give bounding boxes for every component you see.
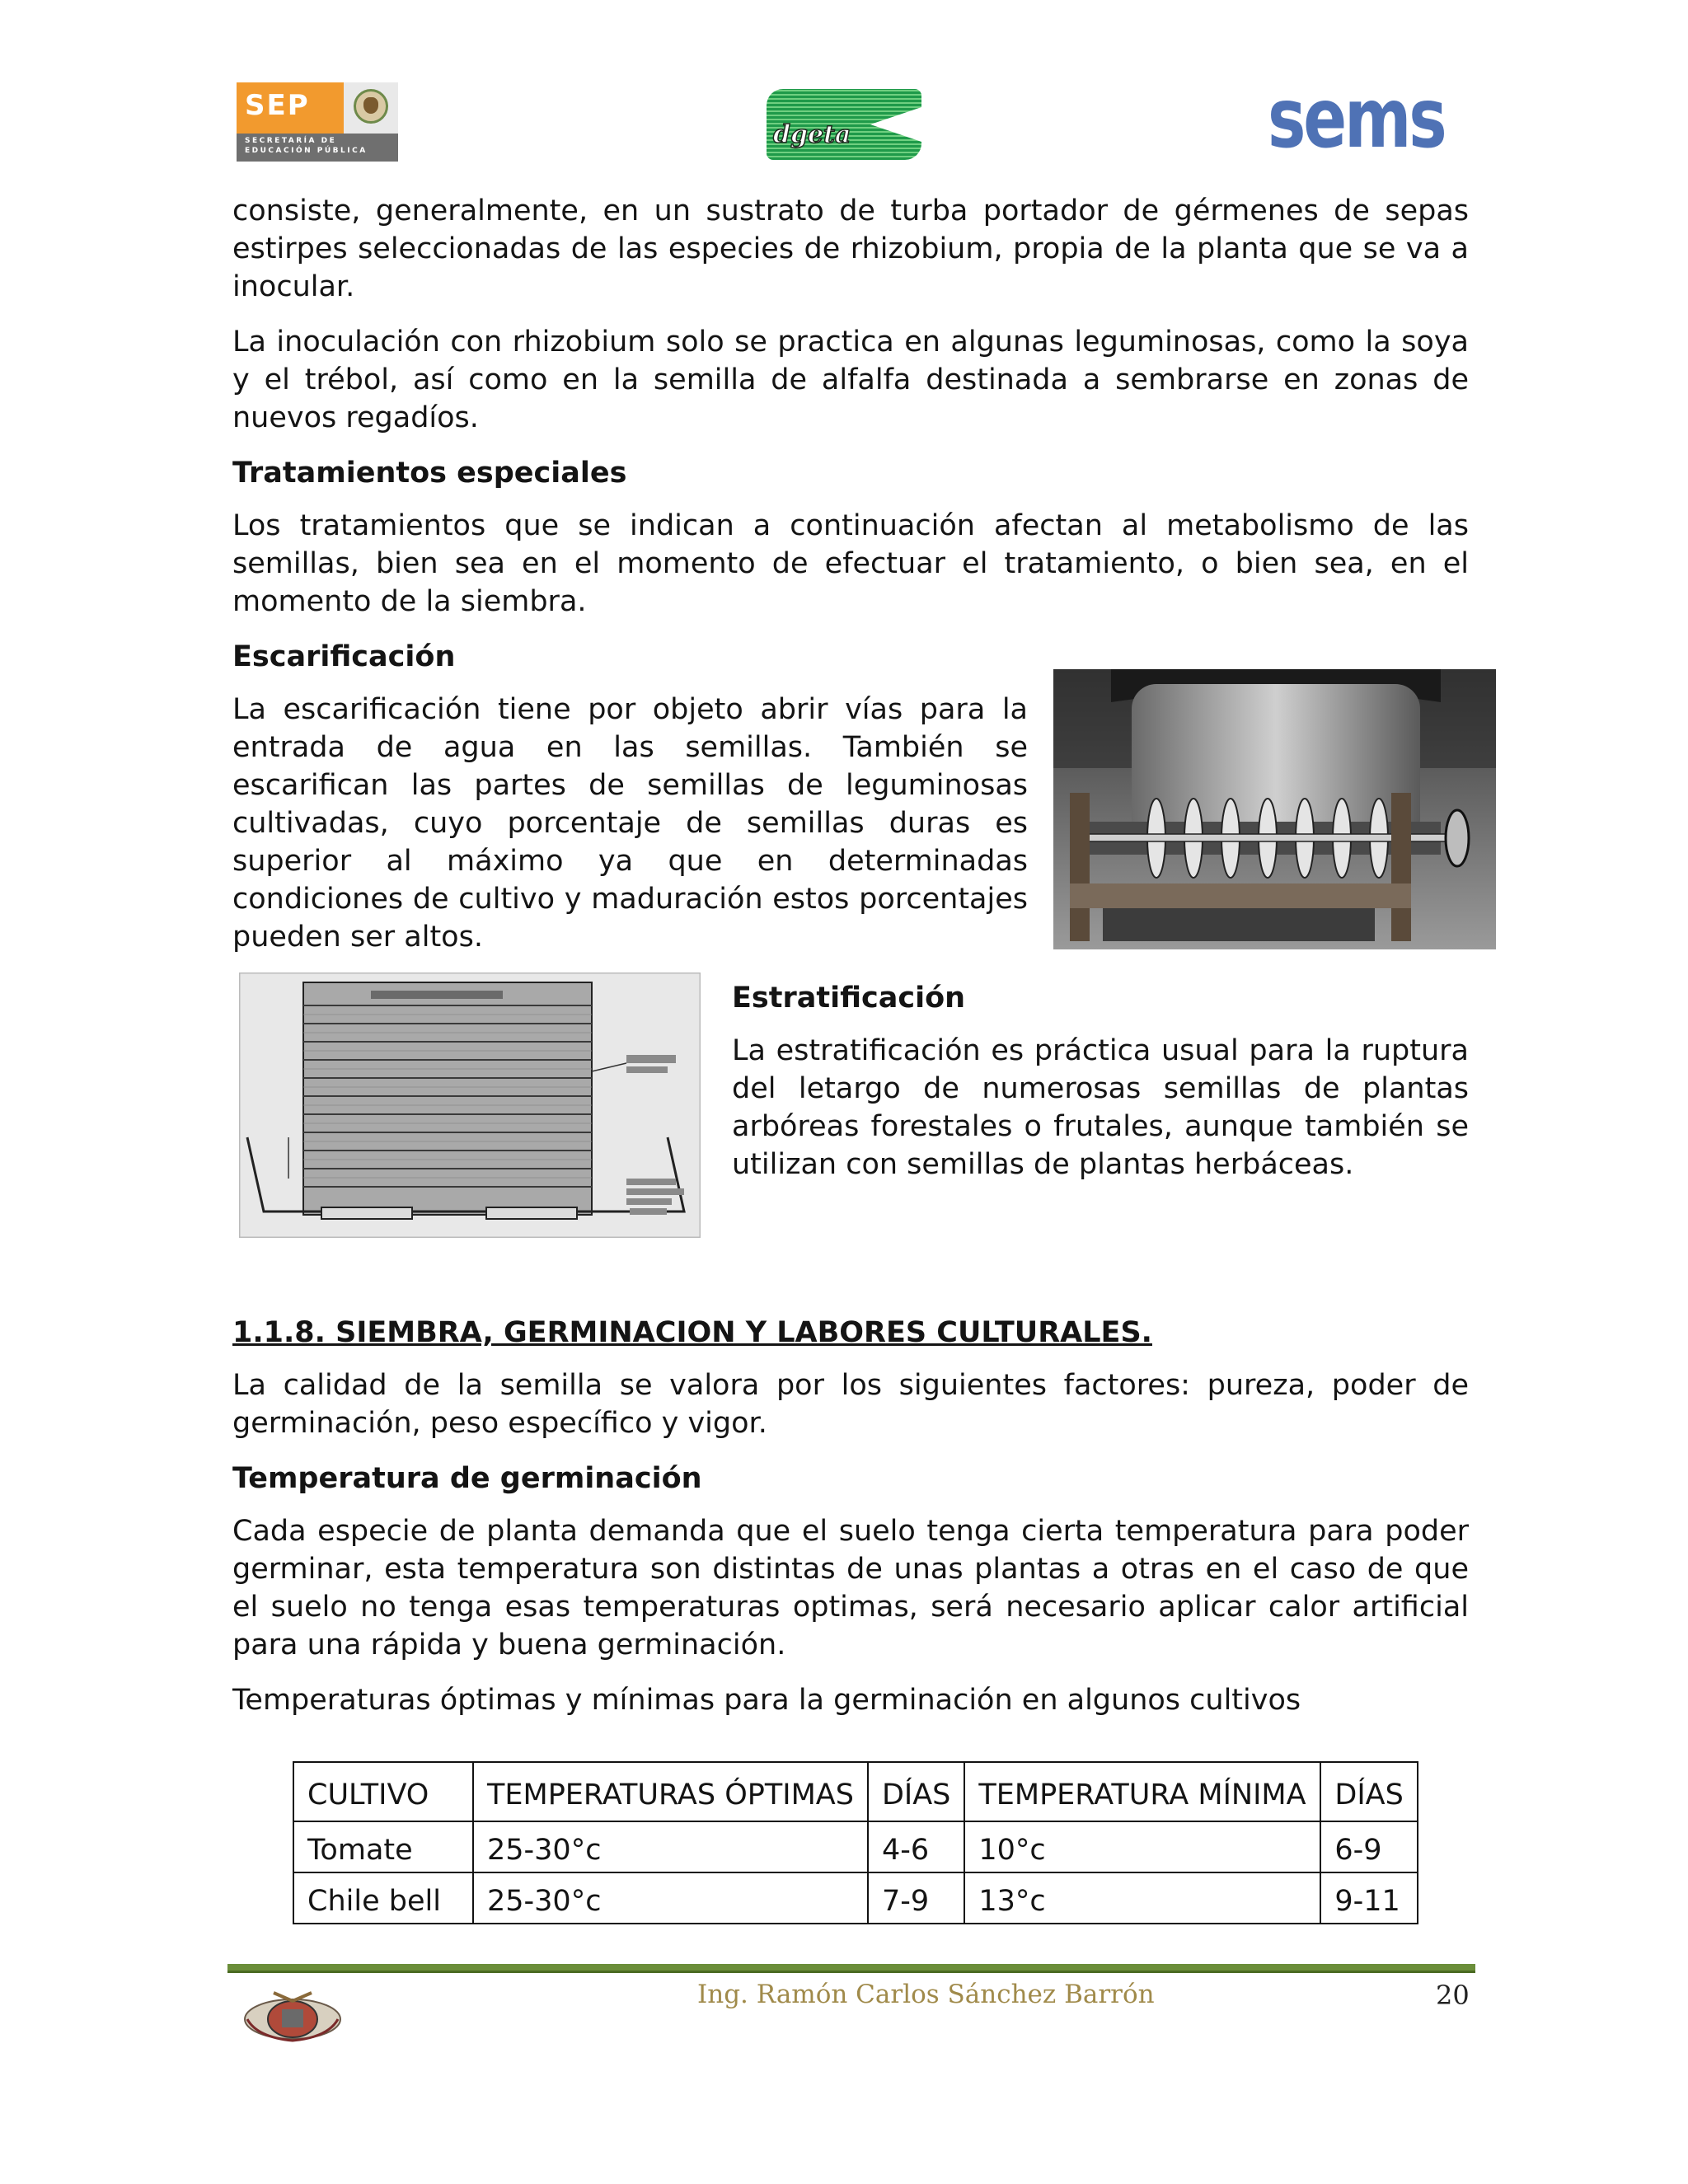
germination-temperature-table xyxy=(293,1761,1418,1924)
table-cell: 9-11 xyxy=(1320,1872,1417,1924)
table-header-cell: CULTIVO xyxy=(293,1762,473,1821)
table-header-cell: DÍAS xyxy=(868,1762,964,1821)
table-cell: 25-30°c xyxy=(473,1872,868,1924)
table-cell: Chile bell xyxy=(293,1872,473,1924)
paragraph-inoculacion: La inoculación con rhizobium solo se practica en algunas leguminosas, como la soya y el trébol, así como en la semilla de alfalfa destinada a sembrarse en zonas de nuevos regadíos. xyxy=(232,326,1469,434)
table-cell: 4-6 xyxy=(868,1821,964,1872)
table-cell: 10°c xyxy=(964,1821,1320,1872)
table-header-cell: TEMPERATURAS ÓPTIMAS xyxy=(473,1762,868,1821)
table-header-row xyxy=(293,1762,1418,1821)
table-caption: Temperaturas óptimas y mínimas para la germinación en algunos cultivos xyxy=(232,1684,1301,1717)
table-row xyxy=(293,1821,1418,1872)
paragraph-tratamientos: Los tratamientos que se indican a continuación afectan al metabolismo de las semillas, bien sea en el momento de efectuar el tratamiento, o bien sea, en el momento de la siembra. xyxy=(232,509,1469,618)
dgeta-logo-text: dgeta xyxy=(773,120,851,149)
table-cell: 7-9 xyxy=(868,1872,964,1924)
paragraph-estratificacion: La estratificación es práctica usual para la ruptura del letargo de numerosas semillas de plantas arbóreas forestales o frutales, aunque también se utilizan con semillas de plantas herbáceas. xyxy=(732,1034,1469,1181)
sep-logo-line1: SECRETARÍA DE xyxy=(245,137,337,145)
dgeta-logo xyxy=(767,89,921,160)
paragraph-inoculante: consiste, generalmente, en un sustrato de turba portador de gérmenes de sepas estirpes seleccionadas de las especies de rhizobium, propia de la planta que se va a inocular. xyxy=(232,194,1469,303)
heading-tratamientos: Tratamientos especiales xyxy=(232,457,627,490)
scarifier-machine-photo xyxy=(1053,669,1496,949)
heading-temperatura: Temperatura de germinación xyxy=(232,1462,702,1495)
table-cell: 6-9 xyxy=(1320,1821,1417,1872)
paragraph-temperatura: Cada especie de planta demanda que el suelo tenga cierta temperatura para poder germinar, esta temperatura son distintas de unas plantas a otras en el caso de que el suelo no tenga esas temperaturas optimas, será necesario aplicar calor artificial para una rápida y buena germinación. xyxy=(232,1515,1469,1661)
table-cell: 13°c xyxy=(964,1872,1320,1924)
paragraph-escarificacion: La escarificación tiene por objeto abrir vías para la entrada de agua en las semillas. También se escarifican las partes de semillas de leguminosas cultivadas, cuyo porcentaje de semillas duras es superior al máximo ya que en determinadas condiciones de cultivo y maduración estos porcentajes pueden ser altos. xyxy=(232,693,1028,954)
footer-author: Ing. Ramón Carlos Sánchez Barrón xyxy=(697,1980,1155,2009)
table-row xyxy=(293,1872,1418,1924)
mexico-seal-icon xyxy=(344,82,398,134)
heading-estratificacion: Estratificación xyxy=(732,982,966,1015)
page-number: 20 xyxy=(1436,1980,1470,2011)
sep-logo-abbr: SEP xyxy=(245,89,310,122)
table-cell: Tomate xyxy=(293,1821,473,1872)
table-header-cell: DÍAS xyxy=(1320,1762,1417,1821)
table-header-cell: TEMPERATURA MÍNIMA xyxy=(964,1762,1320,1821)
sep-logo xyxy=(237,82,398,162)
school-emblem-icon xyxy=(241,1986,345,2046)
footer-rule xyxy=(227,1964,1475,1973)
heading-escarificacion: Escarificación xyxy=(232,640,456,673)
section-title-siembra: 1.1.8. SIEMBRA, GERMINACION Y LABORES CULTURALES. xyxy=(232,1316,1152,1349)
table-cell: 25-30°c xyxy=(473,1821,868,1872)
sems-logo: sems xyxy=(1268,70,1445,166)
sep-logo-line2: EDUCACIÓN PÚBLICA xyxy=(245,147,368,155)
paragraph-calidad-semilla: La calidad de la semilla se valora por los siguientes factores: pureza, poder de germinación, peso específico y vigor. xyxy=(232,1369,1469,1440)
stratification-diagram xyxy=(239,972,701,1238)
